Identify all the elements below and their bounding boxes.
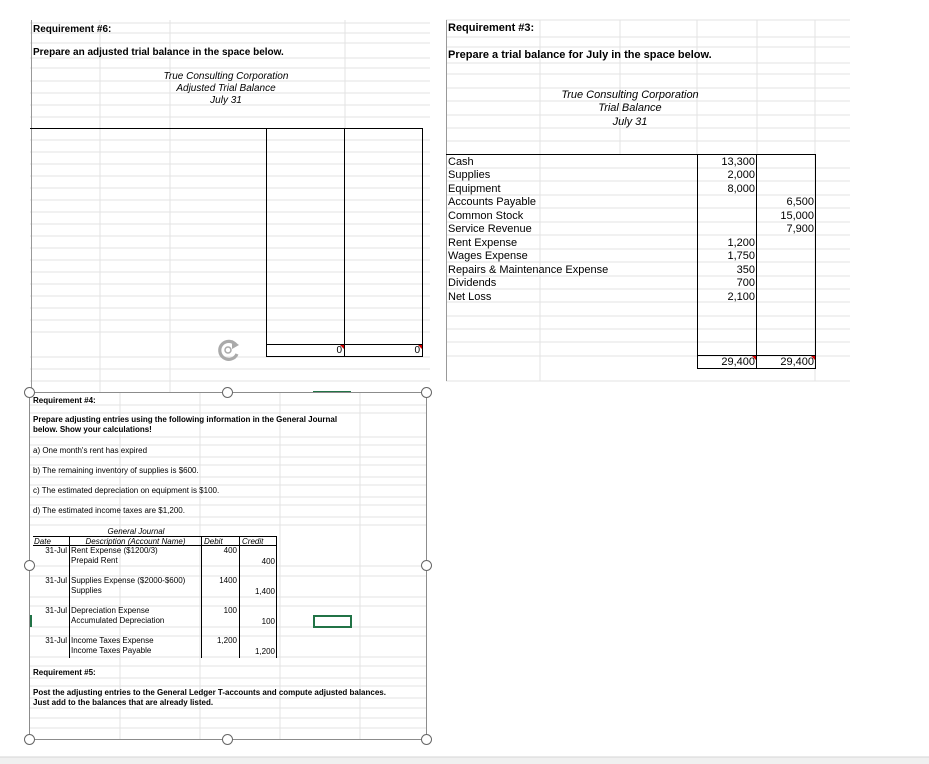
atb-total-bottom <box>266 356 423 357</box>
journal-credit-amount[interactable]: 400 <box>261 557 275 566</box>
tb-debit[interactable]: 2,000 <box>727 169 755 182</box>
resize-handle-top-center[interactable] <box>222 387 233 398</box>
journal-col-date-right <box>69 536 70 658</box>
tb-row <box>447 290 815 303</box>
tb-credit[interactable]: 7,900 <box>786 223 814 236</box>
req3-company: True Consulting Corporation <box>561 89 699 101</box>
req6-date: July 31 <box>210 95 242 106</box>
req6-title: Requirement #6: <box>33 24 112 35</box>
tb-account[interactable]: Supplies <box>448 169 491 182</box>
formula-error-marker <box>340 345 344 349</box>
journal-entry-divider <box>69 556 70 566</box>
req6-left-edge <box>31 20 32 392</box>
req4-item-d: d) The estimated income taxes are $1,200. <box>33 506 185 515</box>
atb-debit-col-right <box>344 128 345 357</box>
journal-col-credit: Credit <box>242 537 264 546</box>
journal-debit-amount[interactable]: 100 <box>223 606 237 615</box>
journal-col-debit: Debit <box>204 537 223 546</box>
resize-handle-bottom-center[interactable] <box>222 734 233 745</box>
tb-debit[interactable]: 13,300 <box>721 156 755 168</box>
journal-credit-account[interactable]: Supplies <box>71 586 102 595</box>
tb-account[interactable]: Accounts Payable <box>448 196 537 209</box>
tb-total-credit[interactable]: 29,400 <box>780 356 814 368</box>
journal-debit-account[interactable]: Supplies Expense ($2000-$600) <box>71 576 186 585</box>
tb-row <box>447 249 815 262</box>
journal-debit-amount[interactable]: 1400 <box>219 576 237 585</box>
atb-debit-col-left <box>266 128 267 357</box>
journal-entry-divider <box>69 586 70 596</box>
tb-credit[interactable]: 15,000 <box>780 209 814 222</box>
journal-col-debit-right <box>239 536 240 658</box>
tb-account[interactable]: Equipment <box>448 182 501 195</box>
tb-row <box>447 276 815 289</box>
atb-top-border <box>30 128 423 129</box>
journal-col-credit-right <box>276 536 277 658</box>
resize-handle-middle-left[interactable] <box>24 560 35 571</box>
tb-debit[interactable]: 2,100 <box>727 290 755 303</box>
active-cell-selection[interactable] <box>313 615 352 628</box>
formula-error-marker <box>752 356 756 360</box>
tb-row <box>447 155 815 168</box>
tb-account[interactable]: Rent Expense <box>448 236 518 249</box>
tb-credit[interactable]: 6,500 <box>786 196 814 209</box>
journal-date[interactable]: 31-Jul <box>45 576 67 585</box>
tb-row <box>447 182 815 195</box>
req3-title: Requirement #3: <box>448 22 535 34</box>
journal-debit-amount[interactable]: 400 <box>223 546 237 555</box>
tb-row <box>447 209 815 222</box>
tb-account[interactable]: Common Stock <box>448 209 524 222</box>
tb-account[interactable]: Repairs & Maintenance Expense <box>448 263 609 276</box>
journal-entry-divider <box>69 616 70 626</box>
journal-credit-amount[interactable]: 1,400 <box>254 587 275 596</box>
journal-date[interactable]: 31-Jul <box>45 546 67 555</box>
tb-row <box>447 263 815 276</box>
journal-date[interactable]: 31-Jul <box>45 606 67 615</box>
journal-title: General Journal <box>107 527 165 536</box>
journal-col-desc: Description (Account Name) <box>85 537 186 546</box>
tb-account[interactable]: Dividends <box>448 277 497 290</box>
journal-date[interactable]: 31-Jul <box>45 636 67 645</box>
tb-debit[interactable]: 350 <box>736 263 755 276</box>
req4-instruction-line1: Prepare adjusting entries using the following information in the General Journal <box>33 415 338 424</box>
journal-credit-account[interactable]: Accumulated Depreciation <box>71 616 165 625</box>
tb-total-bottom <box>697 368 816 369</box>
req6-report-name: Adjusted Trial Balance <box>176 83 276 94</box>
req6-instruction: Prepare an adjusted trial balance in the space below. <box>33 47 284 58</box>
req4-instruction-line2: below. Show your calculations! <box>33 425 152 434</box>
tb-debit[interactable]: 1,750 <box>727 250 755 263</box>
tb-row <box>447 236 815 249</box>
formula-error-marker <box>418 345 422 349</box>
req5-instruction-line2: Just add to the balances that are already listed. <box>33 698 214 707</box>
formula-error-marker <box>811 356 815 360</box>
req4-title: Requirement #4: <box>33 396 96 405</box>
journal-credit-account[interactable]: Income Taxes Payable <box>71 646 152 655</box>
tb-account[interactable]: Cash <box>448 156 474 168</box>
atb-credit-col-right <box>422 128 423 357</box>
journal-credit-amount[interactable]: 100 <box>261 617 275 626</box>
atb-total-credit[interactable]: 0 <box>414 345 420 356</box>
journal-debit-account[interactable]: Rent Expense ($1200/3) <box>71 546 158 555</box>
resize-handle-middle-right[interactable] <box>421 560 432 571</box>
tb-total-debit[interactable]: 29,400 <box>721 356 755 368</box>
req3-date: July 31 <box>612 116 648 128</box>
req5-title: Requirement #5: <box>33 668 96 677</box>
journal-entry-divider <box>69 646 70 656</box>
journal-debit-account[interactable]: Income Taxes Expense <box>71 636 154 645</box>
tb-row <box>447 222 815 235</box>
req3-report-name: Trial Balance <box>598 102 662 114</box>
req5-instruction-line1: Post the adjusting entries to the General Ledger T-accounts and compute adjusted balances. <box>33 688 386 697</box>
req6-company: True Consulting Corporation <box>163 71 289 82</box>
tb-debit[interactable]: 700 <box>736 277 755 290</box>
tb-debit[interactable]: 1,200 <box>727 236 755 249</box>
journal-debit-amount[interactable]: 1,200 <box>216 636 237 645</box>
journal-debit-account[interactable]: Depreciation Expense <box>71 606 150 615</box>
tb-credit-col-right <box>815 154 816 369</box>
tb-row <box>447 168 815 181</box>
resize-handle-top-left[interactable] <box>24 387 35 398</box>
resize-handle-bottom-right[interactable] <box>421 734 432 745</box>
tb-account[interactable]: Wages Expense <box>448 250 528 263</box>
rotate-icon[interactable] <box>214 336 244 364</box>
journal-credit-account[interactable]: Prepaid Rent <box>71 556 118 565</box>
tb-account[interactable]: Net Loss <box>448 290 492 303</box>
tb-row <box>447 195 815 208</box>
journal-credit-amount[interactable]: 1,200 <box>254 647 275 656</box>
row-indicator <box>30 615 32 627</box>
resize-handle-top-right[interactable] <box>421 387 432 398</box>
tb-account[interactable]: Service Revenue <box>448 223 532 236</box>
atb-total-debit[interactable]: 0 <box>336 345 342 356</box>
journal-col-date: Date <box>34 537 51 546</box>
req4-item-b: b) The remaining inventory of supplies is $600. <box>33 466 199 475</box>
req3-instruction: Prepare a trial balance for July in the space below. <box>448 49 712 61</box>
tb-debit[interactable]: 8,000 <box>727 182 755 195</box>
req4-item-a: a) One month's rent has expired <box>33 446 148 455</box>
req4-item-c: c) The estimated depreciation on equipment is $100. <box>33 486 220 495</box>
resize-handle-bottom-left[interactable] <box>24 734 35 745</box>
